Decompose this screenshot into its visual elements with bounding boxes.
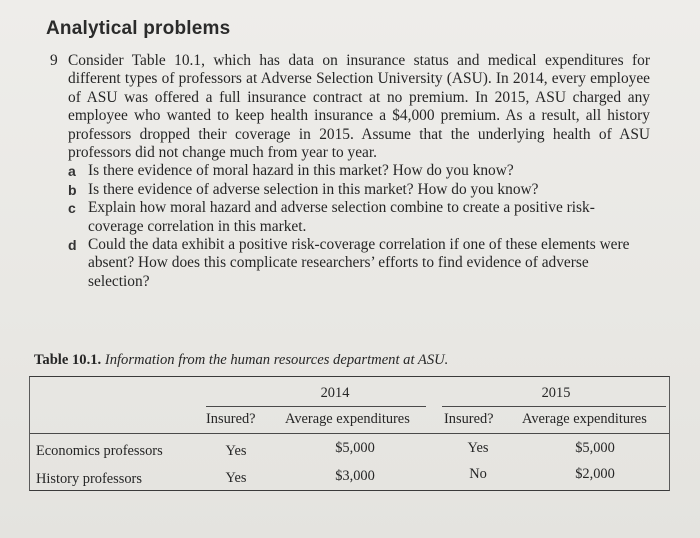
part-text: Explain how moral hazard and adverse selection combine to create a positive risk-coverage correlation in this market. [88, 199, 595, 235]
year-2015-header: 2015 [541, 385, 571, 401]
part-text: Is there evidence of adverse selection in this market? How do you know? [88, 180, 539, 198]
col-expend-2015: Average expenditures [522, 411, 647, 427]
col-insured-2015: Insured? [444, 411, 494, 427]
data-table [29, 376, 670, 491]
part-label: b [68, 181, 77, 198]
part-text: Is there evidence of moral hazard in this market? How do you know? [88, 162, 514, 180]
problem-number: 9 [50, 52, 58, 69]
year-2014-header: 2014 [320, 385, 350, 401]
cell-expend-2014: $5,000 [335, 440, 375, 456]
table-caption [34, 352, 448, 369]
section-title: Analytical problems [46, 18, 231, 39]
table-caption-label: Table 10.1. [34, 352, 102, 368]
cell-expend-2014: $3,000 [335, 468, 375, 484]
col-expend-2014: Average expenditures [285, 411, 410, 427]
problem-9 [50, 52, 650, 291]
row-label: History professors [36, 471, 142, 487]
group-line-2014 [206, 406, 426, 407]
part-a [68, 162, 650, 180]
part-b [68, 181, 650, 199]
cell-expend-2015: $2,000 [575, 466, 615, 482]
cell-insured-2014: Yes [225, 443, 247, 459]
problem-parts [50, 162, 650, 291]
header-divider [30, 433, 669, 434]
part-label: d [68, 237, 77, 254]
group-line-2015 [442, 406, 666, 407]
part-d [68, 236, 650, 291]
problem-text: Consider Table 10.1, which has data on insurance status and medical expenditures for different types of professors at Adverse Selection University (ASU). In 2014, every employee of ASU was offered a full insurance contract at no premium. In 2015, ASU charged any employee who wanted to keep health insurance a $4,000 premium. As a result, all history professors dropped their coverage in 2015. Assume that the underlying health of ASU professors did not change much from year to year. [68, 52, 650, 162]
cell-expend-2015: $5,000 [575, 440, 615, 456]
col-insured-2014: Insured? [206, 411, 256, 427]
cell-insured-2014: Yes [225, 470, 247, 486]
cell-insured-2015: No [469, 466, 487, 482]
part-label: c [68, 200, 76, 217]
part-c [68, 199, 650, 236]
part-label: a [68, 163, 76, 180]
table-caption-text: Information from the human resources department at ASU. [104, 352, 449, 368]
cell-insured-2015: Yes [467, 440, 489, 456]
part-text: Could the data exhibit a positive risk-coverage correlation if one of these elements were absent? How does this complicate researchers’ efforts to find evidence of adverse selection? [88, 236, 630, 290]
row-label: Economics professors [36, 443, 163, 459]
